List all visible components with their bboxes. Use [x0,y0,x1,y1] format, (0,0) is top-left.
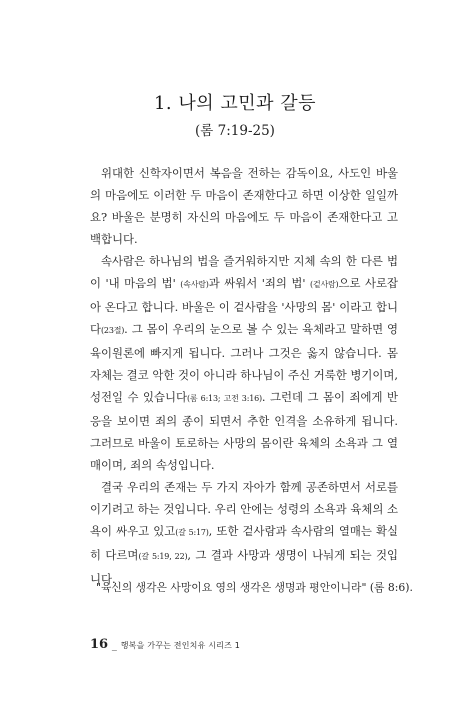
series-title: 행복을 가꾸는 전인치유 시리즈 1 [120,641,241,650]
paragraph-2-text-e: . 그런데 그 몸이 죄에게 반응을 보이면 죄의 종이 되면서 추한 인격을 소유하게 됩니다. 그러므로 바울이 토로하는 사망의 몸이란 육체의 소욕과 그 열매이며, 죄의 속성입니다. [90,390,399,472]
chapter-scripture-reference: (롬 7:19-25) [195,123,275,139]
scripture-quote: "육신의 생각은 사망이요 영의 생각은 생명과 평안이니라" (롬 8:6). [96,581,413,594]
paragraph-3-text-a: 결국 우리의 존재는 두 가지 자아가 함께 공존하면서 서로를 이기려고 하는 것입니다. 우리 안에는 성령의 소욕과 육체의 소욕이 싸우고 있고 [90,480,398,538]
paragraph-2-text-d: . 그 몸이 우리의 눈으로 볼 수 있는 육체라고 말하면 영육이원론에 빠지게 됩니다. 그러나 그것은 옳지 않습니다. 몸 자체는 결코 악한 것이 아니라 하나님이 주신 거룩한 병기이며, 성전일 수 있습니다 [90,322,398,404]
paragraph-3-text-c: , 그 결과 사망과 생명이 나눠게 되는 것입니다. [90,548,399,586]
page-number: 16 [90,637,109,652]
paragraph-2-text-a: 속사람은 하나님의 법을 즐거워하지만 지체 속의 한 다른 법이 '내 마음의 법' [90,254,398,290]
paragraph-3-text-b: , 또한 겉사람과 속사람의 열매는 확실히 다르며 [90,524,398,562]
paragraph-1-text: 위대한 신학자이면서 복음을 전하는 감독이요, 사도인 바울의 마음에도 이러한 두 마음이 존재한다고 하면 이상한 일일까요? 바울은 분명히 자신의 마음에도 두 마음이 존재한다고 고백합니다. [90,166,398,246]
inline-note: (겉사람) [310,280,339,289]
paragraph-1 [90,162,398,250]
paragraph-2 [90,250,398,476]
verse-reference: (갈 5:17) [175,528,209,537]
verse-reference: (롬 6:13; 고전 3:16) [187,394,262,403]
paragraph-2-text-c: 으로 사로잡아 온다고 합니다. 바울은 이 겉사람을 '사망의 몸' 이라고 합니다 [90,276,398,336]
body-text [90,162,398,590]
page-footer [90,636,240,654]
chapter-title: 1. 나의 고민과 갈등 [153,93,317,114]
paragraph-2-text-b: 과 싸워서 '죄의 법' [208,276,311,290]
paragraph-3 [90,476,398,590]
footer-separator: _ [111,640,117,651]
inline-note: (속사람) [180,280,209,289]
verse-reference: (갈 5:19, 22) [138,552,188,561]
verse-reference: (23절) [101,326,125,335]
